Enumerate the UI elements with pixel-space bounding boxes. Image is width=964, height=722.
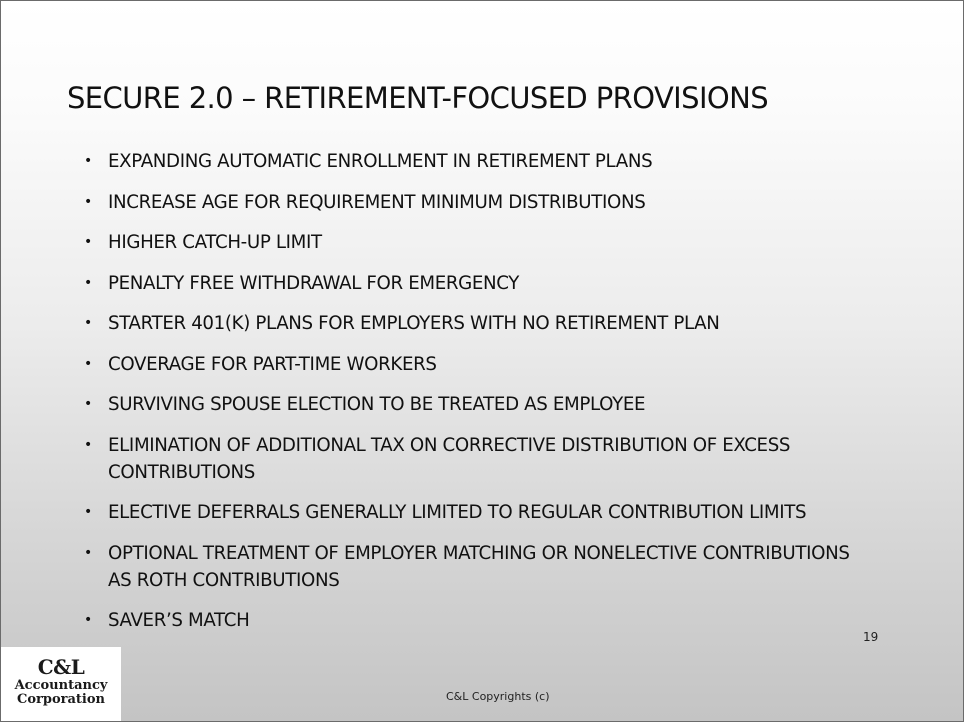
bullet-icon: • (84, 315, 92, 331)
bullet-icon: • (84, 436, 92, 453)
logo-mark: C&L (37, 655, 85, 679)
bullet-icon: • (84, 396, 92, 412)
slide-title: SECURE 2.0 – RETIREMENT-FOCUSED PROVISIONS (67, 81, 769, 115)
bullet-text: ELIMINATION OF ADDITIONAL TAX ON CORRECTIVE DISTRIBUTION OF EXCESS CONTRIBUTIONS (108, 434, 791, 483)
page-number: 19 (863, 630, 879, 644)
bullet-text: INCREASE AGE FOR REQUIREMENT MINIMUM DISTRIBUTIONS (108, 191, 646, 213)
bullet-text: HIGHER CATCH-UP LIMIT (108, 232, 322, 253)
bullet-text: ELECTIVE DEFERRALS GENERALLY LIMITED TO REGULAR CONTRIBUTION LIMITS (108, 502, 807, 523)
bullet-text: SAVER’S MATCH (108, 610, 250, 631)
company-logo (1, 647, 121, 721)
logo-line-2: Corporation (17, 692, 105, 707)
bullet-icon: • (84, 504, 92, 520)
bullet-item (81, 229, 861, 256)
bullet-icon: • (84, 355, 92, 372)
bullet-item (81, 351, 861, 378)
bullet-item (81, 148, 861, 175)
bullet-item (81, 270, 861, 297)
bullet-text: PENALTY FREE WITHDRAWAL FOR EMERGENCY (108, 272, 520, 294)
bullet-icon: • (84, 274, 92, 291)
bullet-item (81, 189, 861, 216)
bullet-icon: • (84, 193, 92, 210)
bullet-text: STARTER 401(K) PLANS FOR EMPLOYERS WITH NO RETIREMENT PLAN (108, 313, 720, 334)
logo-line-1: Accountancy (14, 678, 108, 693)
bullet-item (81, 499, 861, 526)
bullet-icon: • (84, 153, 92, 169)
bullet-item (81, 310, 861, 337)
bullet-item (81, 540, 861, 594)
bullet-text: SURVIVING SPOUSE ELECTION TO BE TREATED AS EMPLOYEE (108, 394, 646, 415)
bullet-text: OPTIONAL TREATMENT OF EMPLOYER MATCHING OR NONELECTIVE CONTRIBUTIONS AS ROTH CONTRIBUTIONS (108, 542, 850, 591)
bullet-item (81, 432, 861, 486)
bullet-icon: • (84, 612, 92, 628)
copyright-footer: C&L Copyrights (c) (446, 690, 550, 703)
bullet-text: COVERAGE FOR PART-TIME WORKERS (108, 353, 437, 375)
bullet-text: EXPANDING AUTOMATIC ENROLLMENT IN RETIREMENT PLANS (108, 151, 653, 172)
bullet-icon: • (84, 544, 92, 561)
bullet-item (81, 607, 861, 634)
bullet-list (81, 148, 861, 648)
bullet-icon: • (84, 234, 92, 250)
bullet-item (81, 391, 861, 418)
